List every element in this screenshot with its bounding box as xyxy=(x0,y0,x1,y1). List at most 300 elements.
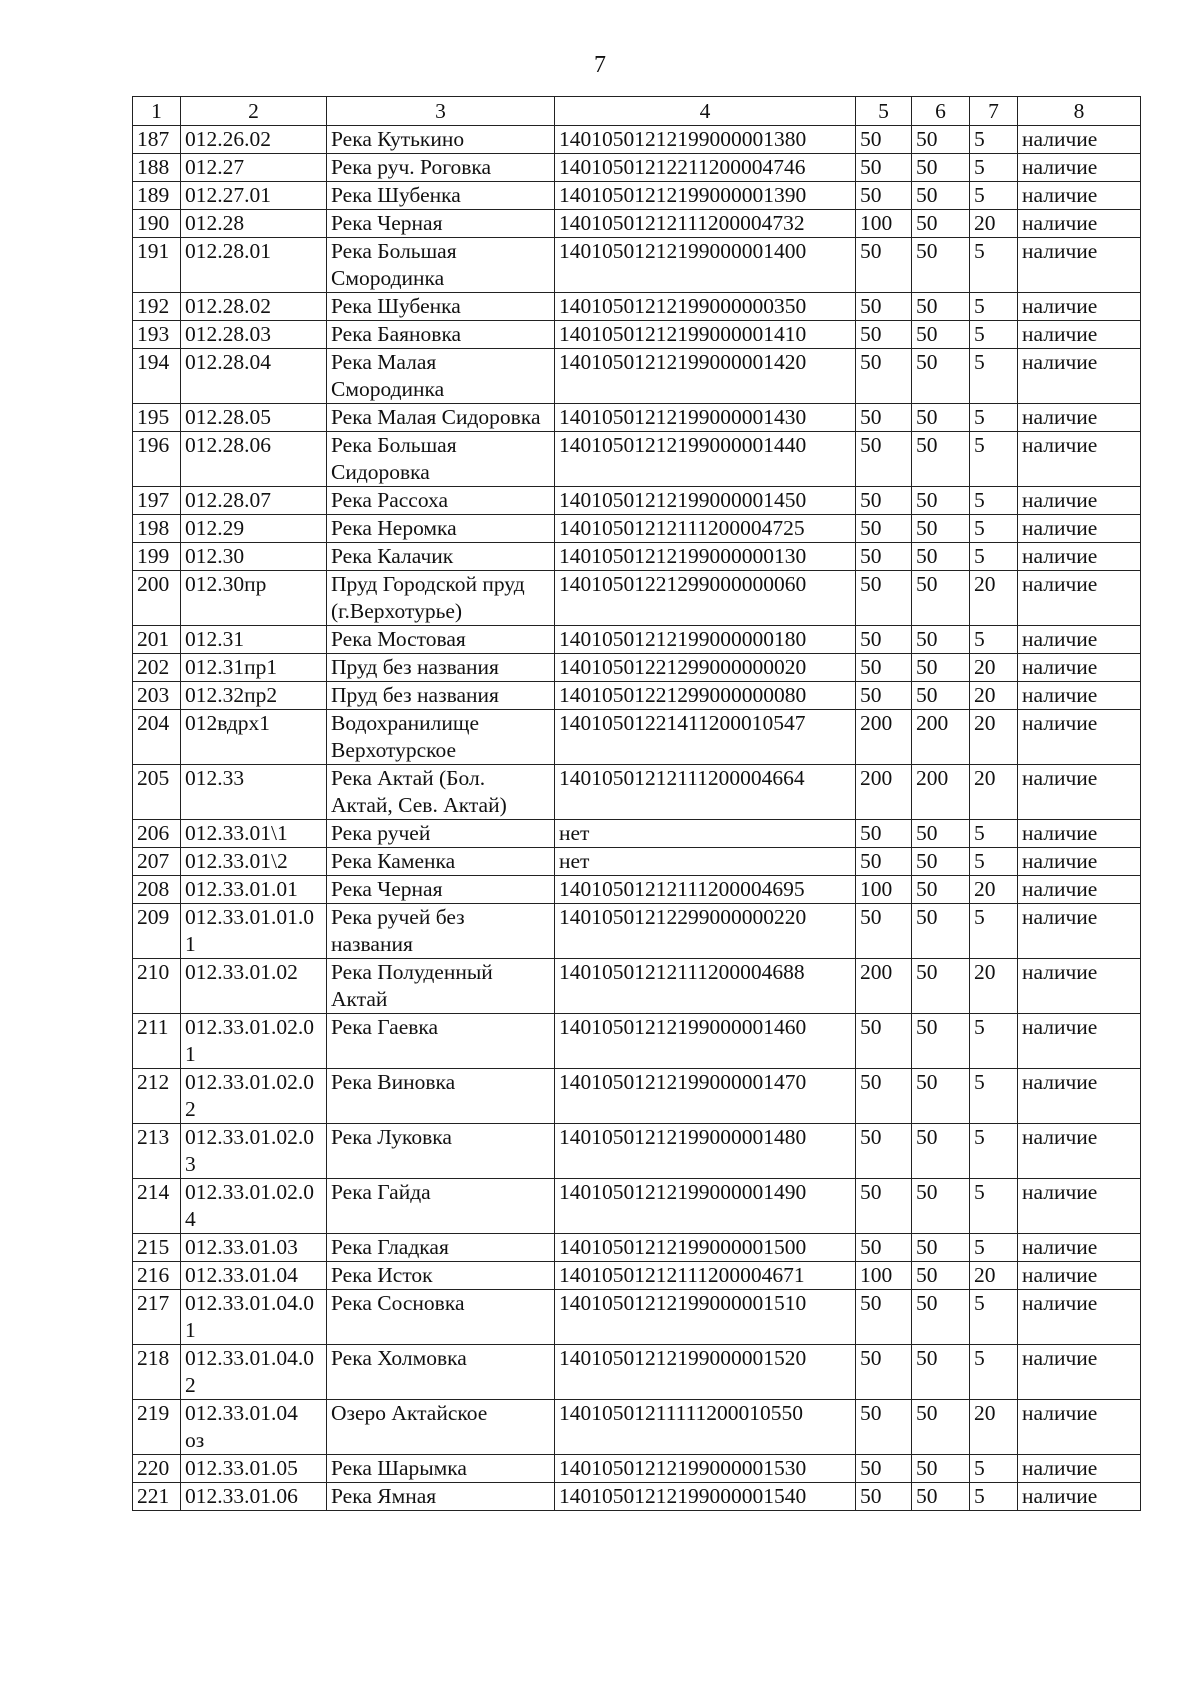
value-6-cell: 50 xyxy=(912,126,970,154)
value-7-cell: 5 xyxy=(970,1179,1018,1234)
value-6-cell: 50 xyxy=(912,210,970,238)
registry-code-cell: 14010501212199000001510 xyxy=(555,1290,856,1345)
table-row xyxy=(133,820,1141,848)
value-6-cell: 50 xyxy=(912,876,970,904)
table-row xyxy=(133,182,1141,210)
name-cell: Река ручей xyxy=(327,820,555,848)
row-number-cell: 193 xyxy=(133,321,181,349)
table-row xyxy=(133,404,1141,432)
row-number-cell: 190 xyxy=(133,210,181,238)
table-row xyxy=(133,238,1141,293)
table-row xyxy=(133,1345,1141,1400)
registry-code-cell: 14010501212111200004695 xyxy=(555,876,856,904)
code-cell: 012.28.01 xyxy=(181,238,327,293)
table-row xyxy=(133,1014,1141,1069)
table-row xyxy=(133,1069,1141,1124)
row-number-cell: 194 xyxy=(133,349,181,404)
name-cell: Река Кутькино xyxy=(327,126,555,154)
value-6-cell: 50 xyxy=(912,1262,970,1290)
value-7-cell: 5 xyxy=(970,487,1018,515)
value-5-cell: 50 xyxy=(856,154,912,182)
row-number-cell: 212 xyxy=(133,1069,181,1124)
value-7-cell: 5 xyxy=(970,404,1018,432)
code-cell: 012.33.01.02.04 xyxy=(181,1179,327,1234)
value-5-cell: 50 xyxy=(856,487,912,515)
code-cell: 012.28.03 xyxy=(181,321,327,349)
registry-code-cell: 14010501212199000001410 xyxy=(555,321,856,349)
value-7-cell: 5 xyxy=(970,904,1018,959)
name-cell: Река Сосновка xyxy=(327,1290,555,1345)
row-number-cell: 203 xyxy=(133,682,181,710)
column-header: 6 xyxy=(912,97,970,126)
registry-code-cell: 14010501221299000000060 xyxy=(555,571,856,626)
code-cell: 012.28.07 xyxy=(181,487,327,515)
name-cell: Река Исток xyxy=(327,1262,555,1290)
value-5-cell: 50 xyxy=(856,820,912,848)
code-cell: 012.33.01.02.03 xyxy=(181,1124,327,1179)
value-6-cell: 50 xyxy=(912,293,970,321)
registry-code-cell: 14010501212199000001380 xyxy=(555,126,856,154)
status-cell: наличие xyxy=(1018,515,1141,543)
value-7-cell: 20 xyxy=(970,710,1018,765)
code-cell: 012.33.01.06 xyxy=(181,1483,327,1511)
name-cell: Река Полуденный Актай xyxy=(327,959,555,1014)
value-5-cell: 50 xyxy=(856,238,912,293)
value-7-cell: 5 xyxy=(970,432,1018,487)
column-header: 8 xyxy=(1018,97,1141,126)
row-number-cell: 187 xyxy=(133,126,181,154)
value-7-cell: 5 xyxy=(970,126,1018,154)
name-cell: Река Ямная xyxy=(327,1483,555,1511)
row-number-cell: 188 xyxy=(133,154,181,182)
value-5-cell: 50 xyxy=(856,1455,912,1483)
row-number-cell: 198 xyxy=(133,515,181,543)
table-row xyxy=(133,1483,1141,1511)
status-cell: наличие xyxy=(1018,321,1141,349)
table-row xyxy=(133,349,1141,404)
table-row xyxy=(133,1179,1141,1234)
value-5-cell: 50 xyxy=(856,1014,912,1069)
value-5-cell: 50 xyxy=(856,626,912,654)
value-5-cell: 50 xyxy=(856,848,912,876)
value-7-cell: 5 xyxy=(970,543,1018,571)
column-header: 2 xyxy=(181,97,327,126)
status-cell: наличие xyxy=(1018,1455,1141,1483)
code-cell: 012.33.01.02 xyxy=(181,959,327,1014)
row-number-cell: 210 xyxy=(133,959,181,1014)
registry-code-cell: 14010501212199000001460 xyxy=(555,1014,856,1069)
table-row xyxy=(133,321,1141,349)
value-7-cell: 5 xyxy=(970,321,1018,349)
value-6-cell: 50 xyxy=(912,432,970,487)
page-number: 7 xyxy=(594,52,606,78)
row-number-cell: 200 xyxy=(133,571,181,626)
table-row xyxy=(133,1262,1141,1290)
status-cell: наличие xyxy=(1018,848,1141,876)
value-7-cell: 20 xyxy=(970,959,1018,1014)
name-cell: Река Актай (Бол. Актай, Сев. Актай) xyxy=(327,765,555,820)
value-7-cell: 5 xyxy=(970,1345,1018,1400)
column-header: 5 xyxy=(856,97,912,126)
value-6-cell: 50 xyxy=(912,626,970,654)
registry-code-cell: нет xyxy=(555,820,856,848)
status-cell: наличие xyxy=(1018,543,1141,571)
value-6-cell: 50 xyxy=(912,1179,970,1234)
registry-code-cell: 14010501221411200010547 xyxy=(555,710,856,765)
row-number-cell: 192 xyxy=(133,293,181,321)
code-cell: 012.33.01.04.02 xyxy=(181,1345,327,1400)
table-row xyxy=(133,571,1141,626)
status-cell: наличие xyxy=(1018,1262,1141,1290)
table-header-row xyxy=(133,97,1141,126)
value-6-cell: 50 xyxy=(912,1345,970,1400)
registry-code-cell: 14010501221299000000020 xyxy=(555,654,856,682)
name-cell: Река Шубенка xyxy=(327,182,555,210)
value-5-cell: 200 xyxy=(856,710,912,765)
table-row xyxy=(133,1455,1141,1483)
registry-code-cell: 14010501212199000000350 xyxy=(555,293,856,321)
status-cell: наличие xyxy=(1018,710,1141,765)
value-6-cell: 50 xyxy=(912,820,970,848)
name-cell: Река Шубенка xyxy=(327,293,555,321)
name-cell: Река Малая Сидоровка xyxy=(327,404,555,432)
registry-code-cell: нет xyxy=(555,848,856,876)
status-cell: наличие xyxy=(1018,765,1141,820)
value-6-cell: 50 xyxy=(912,515,970,543)
value-5-cell: 50 xyxy=(856,904,912,959)
name-cell: Река Калачик xyxy=(327,543,555,571)
registry-code-cell: 14010501212199000001520 xyxy=(555,1345,856,1400)
row-number-cell: 215 xyxy=(133,1234,181,1262)
status-cell: наличие xyxy=(1018,820,1141,848)
value-7-cell: 5 xyxy=(970,1014,1018,1069)
value-6-cell: 50 xyxy=(912,154,970,182)
row-number-cell: 217 xyxy=(133,1290,181,1345)
registry-code-cell: 14010501212111200004725 xyxy=(555,515,856,543)
value-5-cell: 100 xyxy=(856,1262,912,1290)
registry-code-cell: 14010501212199000001450 xyxy=(555,487,856,515)
table-row xyxy=(133,876,1141,904)
value-5-cell: 100 xyxy=(856,210,912,238)
registry-code-cell: 14010501221299000000080 xyxy=(555,682,856,710)
name-cell: Река Неромка xyxy=(327,515,555,543)
table-row xyxy=(133,293,1141,321)
code-cell: 012.28.04 xyxy=(181,349,327,404)
value-5-cell: 50 xyxy=(856,293,912,321)
value-5-cell: 50 xyxy=(856,1483,912,1511)
table-row xyxy=(133,543,1141,571)
value-6-cell: 50 xyxy=(912,1014,970,1069)
name-cell: Пруд Городской пруд (г.Верхотурье) xyxy=(327,571,555,626)
registry-code-cell: 14010501212211200004746 xyxy=(555,154,856,182)
value-5-cell: 50 xyxy=(856,1069,912,1124)
value-7-cell: 5 xyxy=(970,515,1018,543)
table-body xyxy=(133,126,1141,1511)
value-7-cell: 5 xyxy=(970,626,1018,654)
value-7-cell: 20 xyxy=(970,1400,1018,1455)
value-6-cell: 50 xyxy=(912,1234,970,1262)
row-number-cell: 211 xyxy=(133,1014,181,1069)
value-6-cell: 50 xyxy=(912,487,970,515)
code-cell: 012.28.02 xyxy=(181,293,327,321)
row-number-cell: 214 xyxy=(133,1179,181,1234)
name-cell: Река Гладкая xyxy=(327,1234,555,1262)
registry-code-cell: 14010501212199000001480 xyxy=(555,1124,856,1179)
status-cell: наличие xyxy=(1018,210,1141,238)
column-header: 7 xyxy=(970,97,1018,126)
code-cell: 012.33.01.03 xyxy=(181,1234,327,1262)
column-header: 1 xyxy=(133,97,181,126)
table-row xyxy=(133,765,1141,820)
value-7-cell: 20 xyxy=(970,1262,1018,1290)
table-row xyxy=(133,487,1141,515)
name-cell: Река Черная xyxy=(327,210,555,238)
value-5-cell: 50 xyxy=(856,1400,912,1455)
value-6-cell: 200 xyxy=(912,710,970,765)
status-cell: наличие xyxy=(1018,154,1141,182)
table-row xyxy=(133,1400,1141,1455)
row-number-cell: 206 xyxy=(133,820,181,848)
registry-code-cell: 14010501212199000001470 xyxy=(555,1069,856,1124)
registry-code-cell: 14010501212111200004671 xyxy=(555,1262,856,1290)
table-row xyxy=(133,154,1141,182)
registry-code-cell: 14010501212199000000180 xyxy=(555,626,856,654)
row-number-cell: 216 xyxy=(133,1262,181,1290)
value-5-cell: 50 xyxy=(856,321,912,349)
table-row xyxy=(133,959,1141,1014)
value-6-cell: 200 xyxy=(912,765,970,820)
table-row xyxy=(133,432,1141,487)
name-cell: Озеро Актайское xyxy=(327,1400,555,1455)
value-6-cell: 50 xyxy=(912,349,970,404)
row-number-cell: 213 xyxy=(133,1124,181,1179)
value-6-cell: 50 xyxy=(912,1400,970,1455)
row-number-cell: 221 xyxy=(133,1483,181,1511)
status-cell: наличие xyxy=(1018,571,1141,626)
value-7-cell: 5 xyxy=(970,154,1018,182)
status-cell: наличие xyxy=(1018,654,1141,682)
name-cell: Река Шарымка xyxy=(327,1455,555,1483)
table-row xyxy=(133,1124,1141,1179)
name-cell: Река Баяновка xyxy=(327,321,555,349)
value-6-cell: 50 xyxy=(912,1124,970,1179)
registry-code-cell: 14010501212199000001540 xyxy=(555,1483,856,1511)
value-5-cell: 50 xyxy=(856,1290,912,1345)
value-7-cell: 20 xyxy=(970,571,1018,626)
row-number-cell: 195 xyxy=(133,404,181,432)
value-7-cell: 5 xyxy=(970,238,1018,293)
name-cell: Река Виновка xyxy=(327,1069,555,1124)
registry-code-cell: 14010501212111200004688 xyxy=(555,959,856,1014)
value-5-cell: 50 xyxy=(856,682,912,710)
row-number-cell: 204 xyxy=(133,710,181,765)
status-cell: наличие xyxy=(1018,1483,1141,1511)
code-cell: 012.33.01\2 xyxy=(181,848,327,876)
code-cell: 012.33.01.02.01 xyxy=(181,1014,327,1069)
name-cell: Река Луковка xyxy=(327,1124,555,1179)
row-number-cell: 199 xyxy=(133,543,181,571)
value-5-cell: 50 xyxy=(856,543,912,571)
value-7-cell: 5 xyxy=(970,1069,1018,1124)
code-cell: 012.28.06 xyxy=(181,432,327,487)
value-5-cell: 50 xyxy=(856,1234,912,1262)
value-6-cell: 50 xyxy=(912,959,970,1014)
name-cell: Река Малая Смородинка xyxy=(327,349,555,404)
value-5-cell: 50 xyxy=(856,1124,912,1179)
code-cell: 012вдрх1 xyxy=(181,710,327,765)
name-cell: Река руч. Роговка xyxy=(327,154,555,182)
status-cell: наличие xyxy=(1018,876,1141,904)
value-5-cell: 50 xyxy=(856,404,912,432)
value-6-cell: 50 xyxy=(912,1455,970,1483)
status-cell: наличие xyxy=(1018,238,1141,293)
name-cell: Водохранилище Верхотурское xyxy=(327,710,555,765)
value-6-cell: 50 xyxy=(912,404,970,432)
value-5-cell: 50 xyxy=(856,182,912,210)
value-6-cell: 50 xyxy=(912,1483,970,1511)
value-6-cell: 50 xyxy=(912,682,970,710)
status-cell: наличие xyxy=(1018,682,1141,710)
value-6-cell: 50 xyxy=(912,321,970,349)
status-cell: наличие xyxy=(1018,1345,1141,1400)
value-6-cell: 50 xyxy=(912,238,970,293)
status-cell: наличие xyxy=(1018,1069,1141,1124)
code-cell: 012.28.05 xyxy=(181,404,327,432)
row-number-cell: 205 xyxy=(133,765,181,820)
value-7-cell: 5 xyxy=(970,1483,1018,1511)
code-cell: 012.27 xyxy=(181,154,327,182)
status-cell: наличие xyxy=(1018,126,1141,154)
registry-code-cell: 14010501212199000001430 xyxy=(555,404,856,432)
name-cell: Река Гайда xyxy=(327,1179,555,1234)
row-number-cell: 219 xyxy=(133,1400,181,1455)
value-5-cell: 50 xyxy=(856,654,912,682)
registry-code-cell: 14010501212199000001500 xyxy=(555,1234,856,1262)
table-row xyxy=(133,210,1141,238)
code-cell: 012.31 xyxy=(181,626,327,654)
value-6-cell: 50 xyxy=(912,654,970,682)
value-7-cell: 20 xyxy=(970,654,1018,682)
value-5-cell: 200 xyxy=(856,765,912,820)
name-cell: Река Холмовка xyxy=(327,1345,555,1400)
code-cell: 012.30пр xyxy=(181,571,327,626)
status-cell: наличие xyxy=(1018,293,1141,321)
value-7-cell: 20 xyxy=(970,876,1018,904)
value-5-cell: 50 xyxy=(856,126,912,154)
code-cell: 012.33.01\1 xyxy=(181,820,327,848)
value-6-cell: 50 xyxy=(912,1069,970,1124)
name-cell: Река Каменка xyxy=(327,848,555,876)
value-5-cell: 50 xyxy=(856,515,912,543)
registry-code-cell: 14010501212199000001490 xyxy=(555,1179,856,1234)
status-cell: наличие xyxy=(1018,404,1141,432)
code-cell: 012.33.01.01.01 xyxy=(181,904,327,959)
value-6-cell: 50 xyxy=(912,848,970,876)
code-cell: 012.27.01 xyxy=(181,182,327,210)
status-cell: наличие xyxy=(1018,959,1141,1014)
status-cell: наличие xyxy=(1018,1290,1141,1345)
registry-code-cell: 14010501212111200004664 xyxy=(555,765,856,820)
value-6-cell: 50 xyxy=(912,543,970,571)
table-row xyxy=(133,126,1141,154)
table-row xyxy=(133,682,1141,710)
table-row xyxy=(133,515,1141,543)
registry-code-cell: 14010501212199000001530 xyxy=(555,1455,856,1483)
name-cell: Река Рассоха xyxy=(327,487,555,515)
value-7-cell: 5 xyxy=(970,1455,1018,1483)
value-7-cell: 5 xyxy=(970,1234,1018,1262)
code-cell: 012.33.01.04.01 xyxy=(181,1290,327,1345)
value-5-cell: 50 xyxy=(856,1345,912,1400)
registry-code-cell: 14010501212199000001400 xyxy=(555,238,856,293)
status-cell: наличие xyxy=(1018,432,1141,487)
code-cell: 012.33.01.04 оз xyxy=(181,1400,327,1455)
value-7-cell: 5 xyxy=(970,293,1018,321)
registry-code-cell: 14010501211111200010550 xyxy=(555,1400,856,1455)
name-cell: Река Черная xyxy=(327,876,555,904)
name-cell: Река ручей без названия xyxy=(327,904,555,959)
value-5-cell: 50 xyxy=(856,432,912,487)
value-6-cell: 50 xyxy=(912,1290,970,1345)
value-5-cell: 50 xyxy=(856,349,912,404)
registry-code-cell: 14010501212111200004732 xyxy=(555,210,856,238)
name-cell: Река Большая Сидоровка xyxy=(327,432,555,487)
column-header: 4 xyxy=(555,97,856,126)
value-7-cell: 5 xyxy=(970,1124,1018,1179)
code-cell: 012.33.01.01 xyxy=(181,876,327,904)
row-number-cell: 218 xyxy=(133,1345,181,1400)
name-cell: Река Гаевка xyxy=(327,1014,555,1069)
code-cell: 012.31пр1 xyxy=(181,654,327,682)
registry-code-cell: 14010501212299000000220 xyxy=(555,904,856,959)
value-6-cell: 50 xyxy=(912,571,970,626)
row-number-cell: 207 xyxy=(133,848,181,876)
name-cell: Река Большая Смородинка xyxy=(327,238,555,293)
registry-code-cell: 14010501212199000000130 xyxy=(555,543,856,571)
registry-code-cell: 14010501212199000001390 xyxy=(555,182,856,210)
table-row xyxy=(133,654,1141,682)
status-cell: наличие xyxy=(1018,1014,1141,1069)
code-cell: 012.26.02 xyxy=(181,126,327,154)
value-7-cell: 5 xyxy=(970,1290,1018,1345)
value-7-cell: 5 xyxy=(970,848,1018,876)
code-cell: 012.33 xyxy=(181,765,327,820)
status-cell: наличие xyxy=(1018,1179,1141,1234)
code-cell: 012.33.01.05 xyxy=(181,1455,327,1483)
table-row xyxy=(133,904,1141,959)
row-number-cell: 196 xyxy=(133,432,181,487)
code-cell: 012.33.01.04 xyxy=(181,1262,327,1290)
status-cell: наличие xyxy=(1018,349,1141,404)
registry-code-cell: 14010501212199000001440 xyxy=(555,432,856,487)
status-cell: наличие xyxy=(1018,1400,1141,1455)
name-cell: Пруд без названия xyxy=(327,682,555,710)
table-row xyxy=(133,848,1141,876)
table-row xyxy=(133,1290,1141,1345)
value-7-cell: 5 xyxy=(970,182,1018,210)
row-number-cell: 197 xyxy=(133,487,181,515)
value-7-cell: 20 xyxy=(970,210,1018,238)
name-cell: Река Мостовая xyxy=(327,626,555,654)
row-number-cell: 189 xyxy=(133,182,181,210)
code-cell: 012.32пр2 xyxy=(181,682,327,710)
row-number-cell: 220 xyxy=(133,1455,181,1483)
value-7-cell: 20 xyxy=(970,682,1018,710)
value-5-cell: 200 xyxy=(856,959,912,1014)
value-5-cell: 50 xyxy=(856,571,912,626)
value-6-cell: 50 xyxy=(912,904,970,959)
column-header: 3 xyxy=(327,97,555,126)
